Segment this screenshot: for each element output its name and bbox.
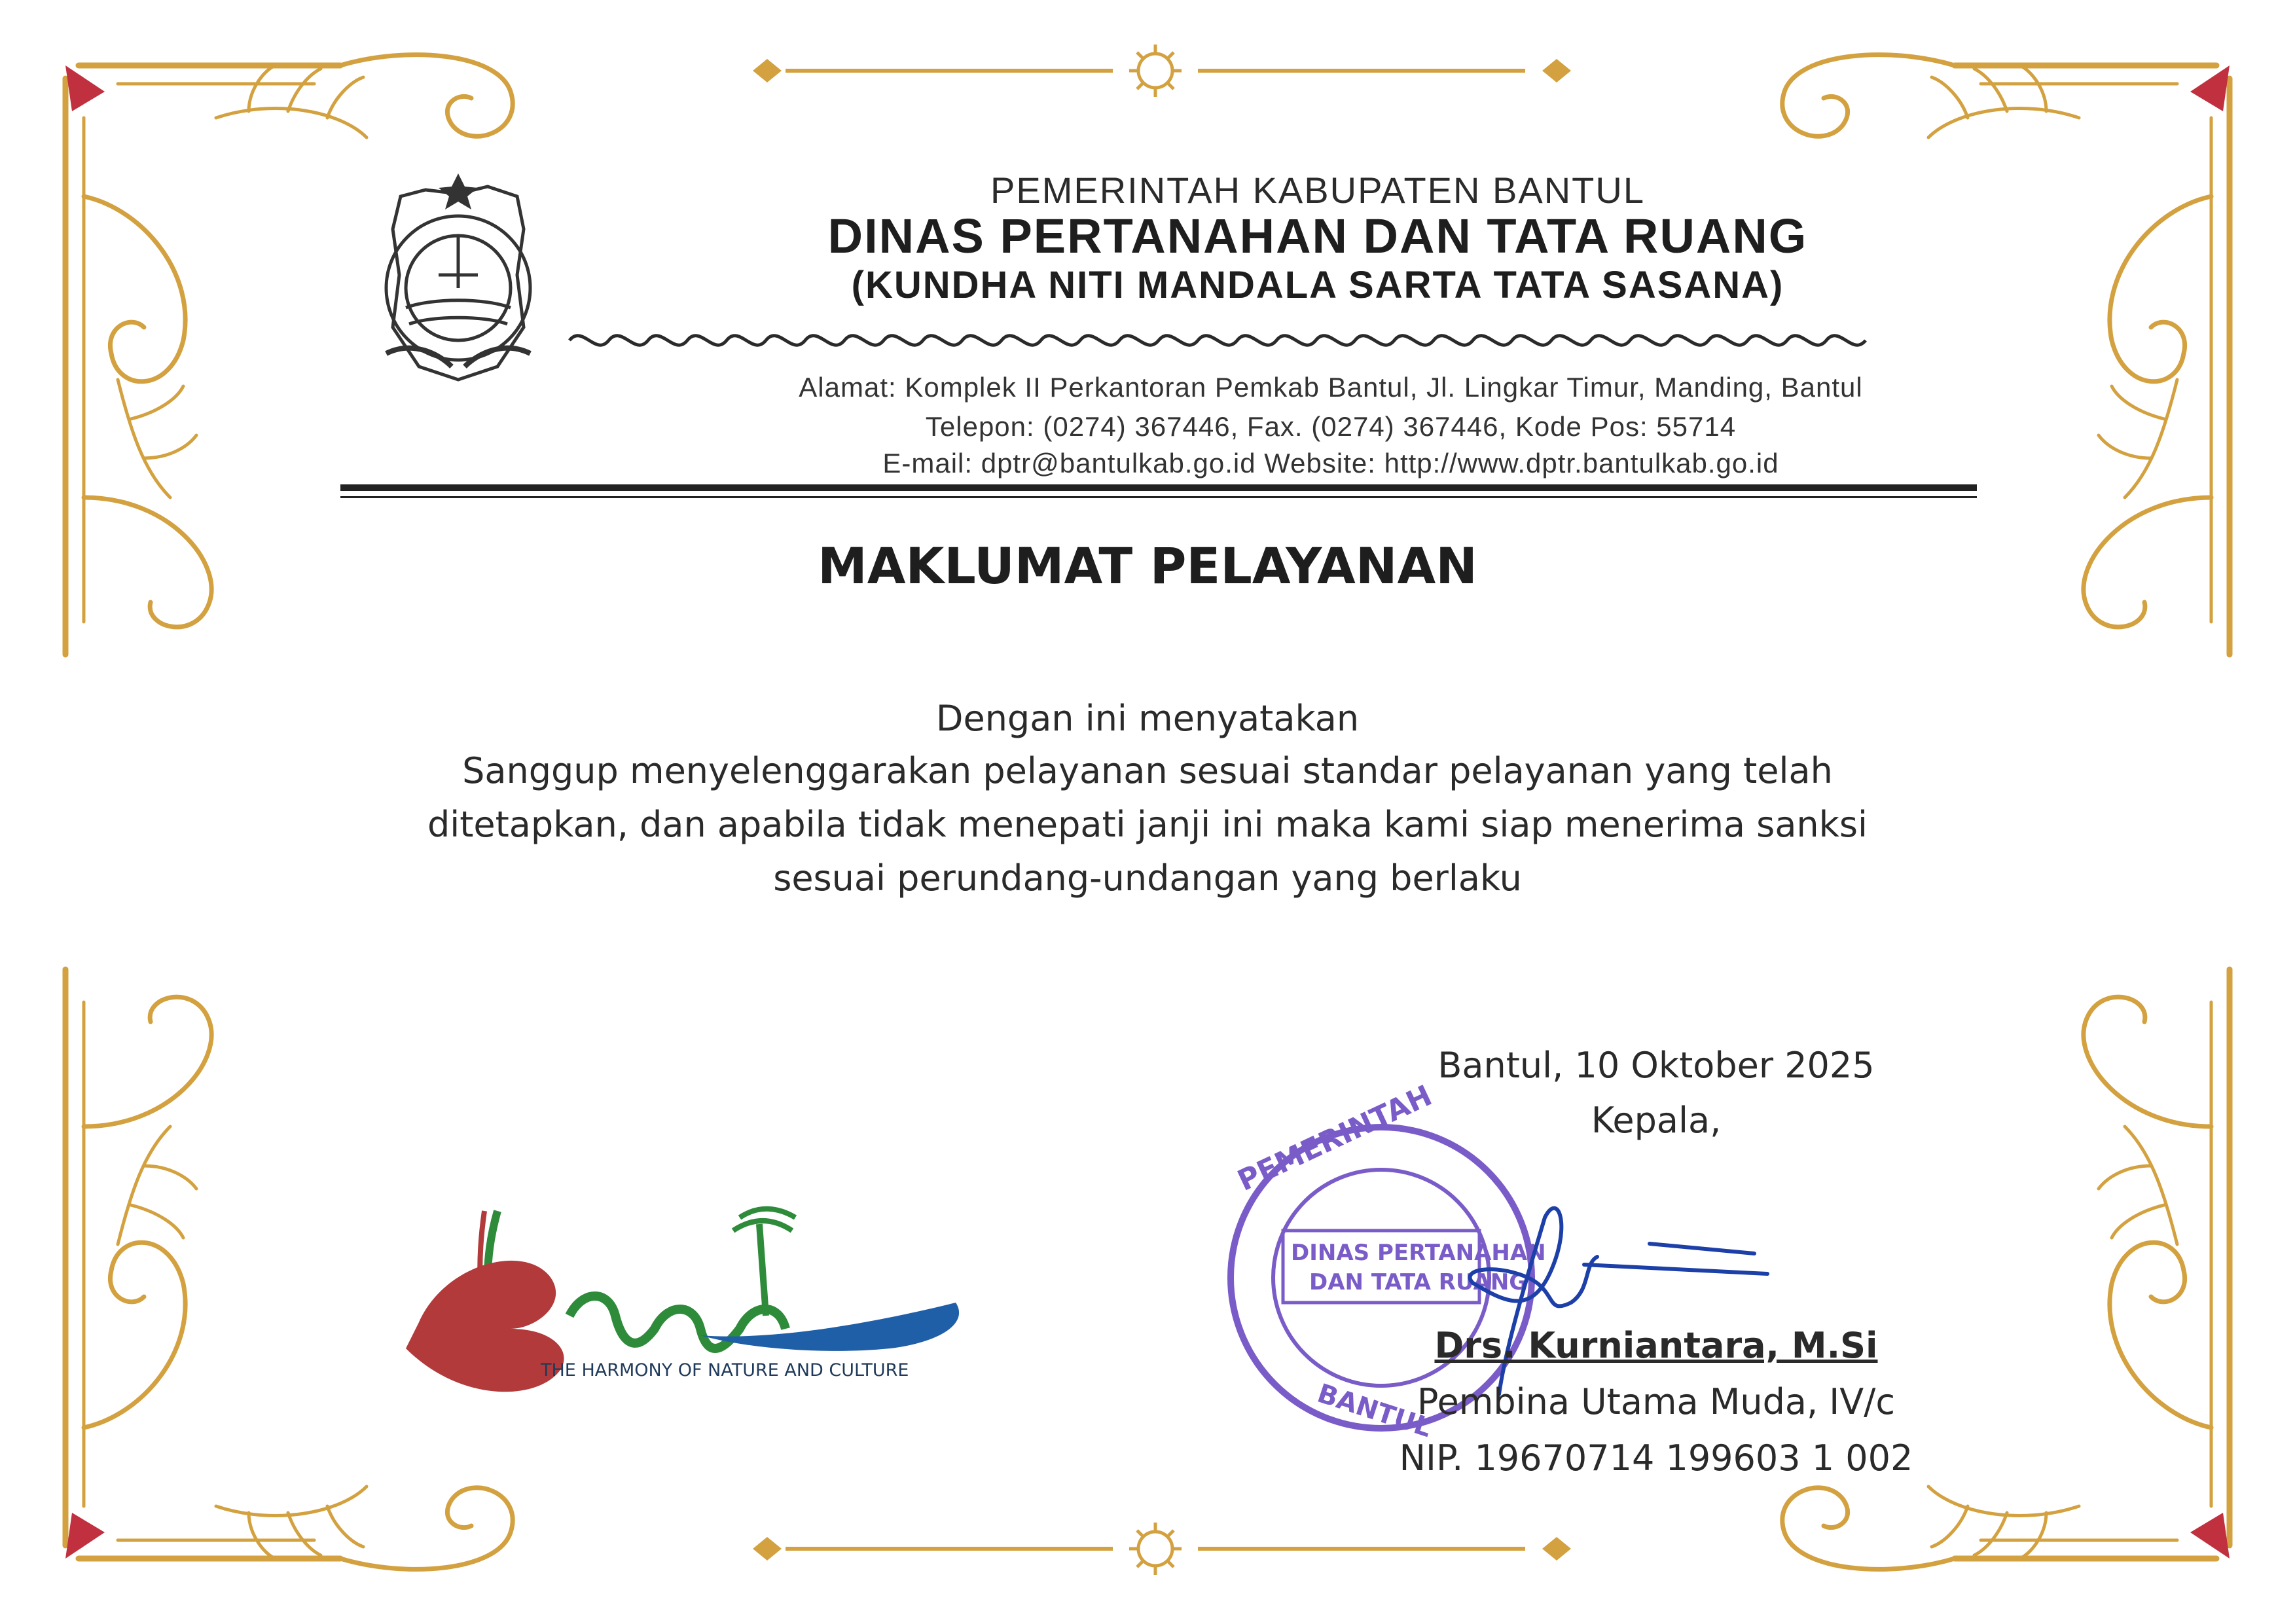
- signature-position: Kepala,: [1591, 1100, 1722, 1141]
- signature-place-date: Bantul, 10 Oktober 2025: [1437, 1045, 1875, 1086]
- letterhead-rule: [340, 484, 1977, 498]
- stamp-outer-text: PEMERINTAH: [1233, 1079, 1437, 1198]
- bantul-tagline: THE HARMONY OF NATURE AND CULTURE: [541, 1360, 909, 1380]
- body-line: sesuai perundang-undangan yang berlaku: [773, 857, 1522, 899]
- letterhead-email-website: E-mail: dptr@bantulkab.go.id Website: http://www.dptr.bantulkab.go.id: [882, 448, 1779, 478]
- body-line: Dengan ini menyatakan: [935, 698, 1360, 739]
- body-line: ditetapkan, dan apabila tidak menepati janji ini maka kami siap menerima sanksi: [427, 804, 1868, 845]
- letterhead-agency: DINAS PERTANAHAN DAN TATA RUANG: [827, 209, 1808, 263]
- letterhead-phone: Telepon: (0274) 367446, Fax. (0274) 367446, Kode Pos: 55714: [925, 411, 1737, 442]
- signature-scribble: [1470, 1208, 1767, 1394]
- stamp-inner-line1: DINAS PERTANAHAN: [1291, 1240, 1546, 1266]
- stamp-inner-line2: DAN TATA RUANG: [1309, 1269, 1528, 1295]
- letterhead-address: Alamat: Komplek II Perkantoran Pemkab Bantul, Jl. Lingkar Timur, Manding, Bantul: [799, 372, 1863, 403]
- letterhead-agency-javanese: (KUNDHA NITI MANDALA SARTA TATA SASANA): [851, 264, 1784, 306]
- stamp-bottom-text: BANTUL: [1313, 1378, 1436, 1444]
- document-title: MAKLUMAT PELAYANAN: [818, 537, 1477, 595]
- sun-ornament-icon: [753, 1523, 1571, 1575]
- body-line: Sanggup menyelenggarakan pelayanan sesuai standar pelayanan yang telah: [462, 750, 1833, 791]
- corner-ornament-icon: [65, 969, 513, 1569]
- letterhead-government: PEMERINTAH KABUPATEN BANTUL: [990, 170, 1645, 211]
- signatory-rank: Pembina Utama Muda, IV/c: [1417, 1381, 1896, 1422]
- javanese-script-line: [569, 336, 1866, 345]
- signatory-name: Drs. Kurniantara, M.Si: [1434, 1325, 1878, 1366]
- signatory-nip: NIP. 19670714 199603 1 002: [1399, 1437, 1913, 1479]
- sun-ornament-icon: [753, 45, 1571, 97]
